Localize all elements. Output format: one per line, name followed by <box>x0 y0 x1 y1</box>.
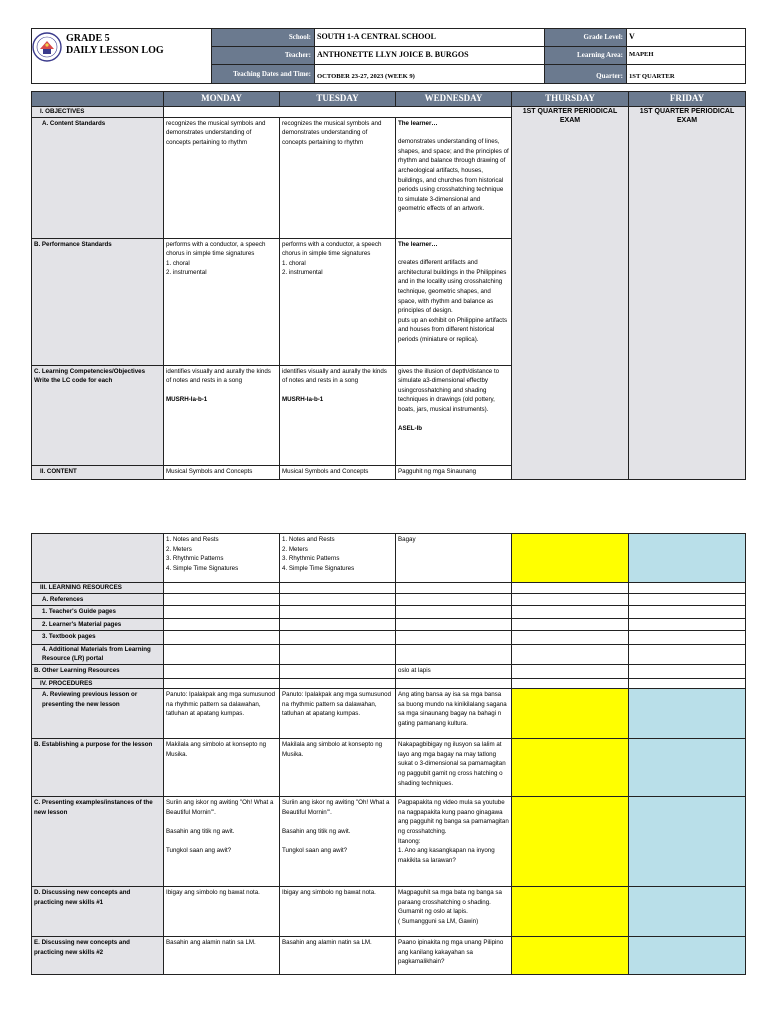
quarter-value: 1ST QUARTER <box>627 65 746 84</box>
quarter-label: Quarter: <box>545 65 627 84</box>
content-standards-wednesday <box>396 117 512 238</box>
proc-a-wednesday: Ang ating bansa ay isa sa mga bansa sa buong mundo na kinikilalang sagana sa mga sinaunang bagay na bahagi n gating pamanang kultura. <box>396 689 512 739</box>
content-tuesday: Musical Symbols and Concepts <box>280 465 396 479</box>
proc-c-label: C. Presenting examples/instances of the new lesson <box>32 797 164 887</box>
proc-c-monday: Suriin ang iskor ng awiting "Oh! What a Beautiful Mornin'". Basahin ang titik ng awit. Tungkol saan ang awit? <box>164 797 280 887</box>
lesson-log-page-2 <box>31 533 745 975</box>
learning-area-label: Learning Area: <box>545 47 627 65</box>
competency-text: identifies visually and aurally the kinds of notes and rests in a song <box>166 367 271 385</box>
procedures-heading: IV. PROCEDURES <box>32 678 164 689</box>
grade-level-label: Grade Level: <box>545 29 627 47</box>
day-thursday: THURSDAY <box>512 92 629 107</box>
content-standards-tuesday: recognizes the musical symbols and demonstrates understanding of concepts pertaining to rhythm <box>280 117 396 238</box>
performance-standards-wednesday <box>396 238 512 365</box>
proc-b-label: B. Establishing a purpose for the lesson <box>32 739 164 797</box>
textbook-pages-label: 3. Textbook pages <box>32 631 164 645</box>
competency-text: gives the illusion of depth/distance to simulate a3-dimensional effectby usingcrosshatching and shading techniques in drawings (old pottery, boats, jars, musical instruments). <box>398 367 500 413</box>
other-resources-label: B. Other Learning Resources <box>32 664 164 678</box>
proc-b-wednesday: Nakapagbibigay ng ilusyon sa lalim at layo ang mga bagay na may tatlong sukat o 3-dimensional sa pamamagitan ng paggubit gamit ng cross hatching o shading techniques. <box>396 739 512 797</box>
day-friday: FRIDAY <box>629 92 746 107</box>
proc-e-monday: Basahin ang alamin natin sa LM. <box>164 937 280 975</box>
proc-d-wednesday: Magpaguhit sa mga bata ng banga sa paraang crosshatching o shading. Gumamit ng oslo at lapis. ( Sumangguni sa LM, Gawin) <box>396 887 512 937</box>
daily-lesson-log-title: DAILY LESSON LOG <box>66 45 164 56</box>
competencies-monday <box>164 365 280 465</box>
teaching-dates-label: Teaching Dates and Time: <box>212 65 315 84</box>
thursday-exam-text: 1ST QUARTER PERIODICAL EXAM <box>522 107 618 125</box>
proc-d-tuesday: Ibigay ang simbolo ng bawat nota. <box>280 887 396 937</box>
content-standards-monday: recognizes the musical symbols and demonstrates understanding of concepts pertaining to rhythm <box>164 117 280 238</box>
performance-standards-wednesday-text: creates different artifacts and architectural buildings in the Philippines and in the locality using crosshatching technique, geometric shapes, and space, with rhythm and balance as principles of design. puts up an exhibit on Philippine artifacts and houses from different historical periods (miniature or replica). <box>398 259 508 344</box>
learning-area-value: MAPEH <box>627 47 746 65</box>
proc-b-tuesday: Makilala ang simbolo at konsepto ng Musika. <box>280 739 396 797</box>
grade-level-value: V <box>627 29 746 47</box>
friday-exam-cell <box>629 106 746 479</box>
objectives-section-heading: I. OBJECTIVES <box>32 106 164 117</box>
competencies-tuesday <box>280 365 396 465</box>
competencies-label: C. Learning Competencies/Objectives Write the LC code for each <box>32 365 164 465</box>
day-monday: MONDAY <box>164 92 280 107</box>
content-cont-tuesday: 1. Notes and Rests 2. Meters 3. Rhythmic Patterns 4. Simple Time Signatures <box>280 534 396 583</box>
competency-text: identifies visually and aurally the kinds of notes and rests in a song <box>282 367 387 385</box>
proc-d-monday: Ibigay ang simbolo ng bawat nota. <box>164 887 280 937</box>
content-wednesday: Pagguhit ng mga Sinaunang <box>396 465 512 479</box>
performance-standards-monday: performs with a conductor, a speech chorus in simple time signatures 1. choral 2. instrumental <box>164 238 280 365</box>
additional-materials-label: 4. Additional Materials from Learning Resource (LR) portal <box>32 645 164 664</box>
proc-a-monday: Panuto: Ipalakpak ang mga sumusunod na rhythmic pattern sa dalawahan, tatluhan at apatang kumpas. <box>164 689 280 739</box>
proc-c-wednesday: Pagpapakita ng video mula sa youtube na nagpapakita kung paano ginagawa ang pagguhit ng banga sa pamamagitan ng crosshatching. Itanong: 1. Ano ang kasangkapan na inyong makikita sa larawan? <box>396 797 512 887</box>
header-title <box>66 33 164 57</box>
content-section-heading: II. CONTENT <box>32 465 164 479</box>
procedures-table <box>31 533 746 975</box>
content-cont-monday: 1. Notes and Rests 2. Meters 3. Rhythmic Patterns 4. Simple Time Signatures <box>164 534 280 583</box>
grade-title: GRADE 5 <box>66 33 110 44</box>
objectives-table <box>31 91 746 480</box>
learner-heading: The learner… <box>398 240 438 248</box>
thursday-exam-cell <box>512 106 629 479</box>
learner-heading: The learner… <box>398 119 438 127</box>
header-table <box>31 28 746 84</box>
school-value: SOUTH 1-A CENTRAL SCHOOL <box>315 29 545 47</box>
content-monday: Musical Symbols and Concepts <box>164 465 280 479</box>
teacher-value: ANTHONETTE LLYN JOICE B. BURGOS <box>315 47 545 65</box>
performance-standards-label: B. Performance Standards <box>32 238 164 365</box>
proc-e-label: E. Discussing new concepts and practicing new skills #2 <box>32 937 164 975</box>
day-wednesday: WEDNESDAY <box>396 92 512 107</box>
lesson-log-page-1 <box>31 28 745 480</box>
references-label: A. References <box>32 593 164 606</box>
day-header-row <box>32 92 746 107</box>
proc-a-label: A. Reviewing previous lesson or presenting the new lesson <box>32 689 164 739</box>
content-standards-wednesday-text: demonstrates understanding of lines, shapes, and space; and the principles of rhythm and balance through drawing of archeological artifacts, houses, buildings, and churches from historical periods using crosshatching technique to simulate 3-dimensional and geometric effects of an artwork. <box>398 138 509 213</box>
performance-standards-tuesday: performs with a conductor, a speech chorus in simple time signatures 1. choral 2. instrumental <box>280 238 396 365</box>
competency-code: ASEL-Ib <box>398 424 423 432</box>
teaching-dates-value: OCTOBER 23-27, 2023 (WEEK 9) <box>315 65 545 84</box>
learners-material-label: 2. Learner's Material pages <box>32 618 164 631</box>
school-label: School: <box>212 29 315 47</box>
content-standards-label: A. Content Standards <box>32 117 164 238</box>
competency-code: MUSRH-Ia-b-1 <box>282 395 324 403</box>
proc-c-tuesday: Suriin ang iskor ng awiting "Oh! What a Beautiful Mornin'". Basahin ang titik ng awit. Tungkol saan ang awit? <box>280 797 396 887</box>
proc-b-monday: Makilala ang simbolo at konsepto ng Musika. <box>164 739 280 797</box>
content-cont-wednesday: Bagay <box>396 534 512 583</box>
teacher-label: Teacher: <box>212 47 315 65</box>
competency-code: MUSRH-Ia-b-1 <box>166 395 208 403</box>
friday-exam-text: 1ST QUARTER PERIODICAL EXAM <box>639 107 735 125</box>
competencies-wednesday <box>396 365 512 465</box>
proc-a-tuesday: Panuto: Ipalakpak ang mga sumusunod na rhythmic pattern sa dalawahan, tatluhan at apatang kumpas. <box>280 689 396 739</box>
other-resources-wednesday: oslo at lapis <box>396 664 512 678</box>
teachers-guide-label: 1. Teacher's Guide pages <box>32 606 164 619</box>
proc-d-label: D. Discussing new concepts and practicing new skills #1 <box>32 887 164 937</box>
proc-e-wednesday: Paano ipinakita ng mga unang Pilipino ang kanilang kakayahan sa pagkamalikhain? <box>396 937 512 975</box>
proc-e-tuesday: Basahin ang alamin natin sa LM. <box>280 937 396 975</box>
learning-resources-heading: III. LEARNING RESOURCES <box>32 583 164 594</box>
day-tuesday: TUESDAY <box>280 92 396 107</box>
